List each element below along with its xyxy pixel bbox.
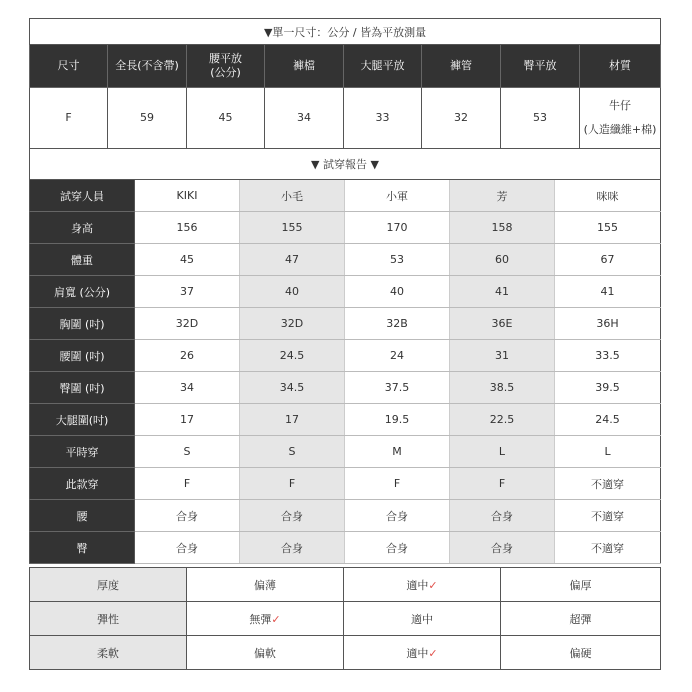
feel-option-label: 適中: [411, 612, 433, 626]
tryon-row: [30, 340, 661, 372]
tryon-cell: 170: [345, 212, 450, 244]
check-mark-icon: ✓: [428, 646, 438, 660]
tryon-cell: 合身: [240, 532, 345, 564]
tryon-cell: 19.5: [345, 404, 450, 436]
tryon-cell: 22.5: [450, 404, 555, 436]
tryon-cell: 17: [135, 404, 240, 436]
value-material: [580, 88, 661, 149]
tryon-cell: 24: [345, 340, 450, 372]
feel-option-label: 偏厚: [569, 578, 592, 592]
tryon-cell: S: [240, 436, 345, 468]
check-mark-icon: ✓: [428, 578, 438, 592]
header-waist-line2: (公分): [210, 66, 241, 79]
tryon-cell: 32D: [240, 308, 345, 340]
tryon-cell: 40: [240, 276, 345, 308]
tryon-row-label: 胸圍 (吋): [30, 308, 135, 340]
tryon-title: ▼ 試穿報告 ▼: [30, 149, 661, 180]
tryon-cell: 17: [240, 404, 345, 436]
tryon-row-label: 臀: [30, 532, 135, 564]
tryon-cell: 155: [240, 212, 345, 244]
tryon-cell: 小毛: [240, 180, 345, 212]
tryon-row: [30, 436, 661, 468]
tryon-cell: 合身: [450, 532, 555, 564]
tryon-cell: 36E: [450, 308, 555, 340]
tryon-row-label: 腰: [30, 500, 135, 532]
tryon-cell: 53: [345, 244, 450, 276]
tryon-cell: 37: [135, 276, 240, 308]
tryon-cell: 39.5: [555, 372, 661, 404]
tryon-cell: 47: [240, 244, 345, 276]
feel-table: [29, 567, 661, 670]
tryon-cell: L: [555, 436, 661, 468]
header-waist-line1: 腰平放: [209, 52, 242, 65]
tryon-cell: S: [135, 436, 240, 468]
tryon-cell: M: [345, 436, 450, 468]
material-line2: (人造纖維+棉): [583, 123, 657, 136]
feel-row: [30, 568, 661, 602]
tryon-cell: F: [450, 468, 555, 500]
value-size: F: [30, 88, 108, 149]
tryon-cell: F: [345, 468, 450, 500]
tryon-row-label: 體重: [30, 244, 135, 276]
feel-option: [187, 636, 344, 670]
tryon-row-label: 腰圍 (吋): [30, 340, 135, 372]
size-chart: [29, 18, 660, 670]
tryon-cell: 37.5: [345, 372, 450, 404]
feel-row: [30, 602, 661, 636]
tryon-cell: 34: [135, 372, 240, 404]
tryon-cell: KIKI: [135, 180, 240, 212]
feel-option: [187, 602, 344, 636]
value-waist: 45: [187, 88, 265, 149]
tryon-cell: 合身: [240, 500, 345, 532]
size-title: ▼單一尺寸：公分 / 皆為平放測量: [30, 19, 661, 45]
tryon-row: [30, 532, 661, 564]
feel-row: [30, 636, 661, 670]
tryon-table: [29, 149, 661, 564]
feel-option-label: 適中: [406, 578, 429, 592]
tryon-row-label: 試穿人員: [30, 180, 135, 212]
value-hip: 53: [501, 88, 580, 149]
tryon-cell: 不適穿: [555, 500, 661, 532]
tryon-cell: 158: [450, 212, 555, 244]
tryon-cell: 41: [450, 276, 555, 308]
tryon-row-label: 大腿圍(吋): [30, 404, 135, 436]
tryon-row: [30, 244, 661, 276]
tryon-cell: 33.5: [555, 340, 661, 372]
feel-option: [501, 568, 661, 602]
feel-option-label: 適中: [406, 646, 429, 660]
tryon-cell: 40: [345, 276, 450, 308]
size-table: [29, 18, 661, 149]
header-hip: 臀平放: [501, 45, 580, 88]
tryon-cell: 32D: [135, 308, 240, 340]
tryon-row: [30, 500, 661, 532]
tryon-row-label: 肩寬 (公分): [30, 276, 135, 308]
tryon-cell: 36H: [555, 308, 661, 340]
tryon-cell: 小軍: [345, 180, 450, 212]
feel-option-label: 偏硬: [569, 646, 592, 660]
tryon-cell: 合身: [135, 532, 240, 564]
check-mark-icon: ✓: [271, 612, 281, 626]
tryon-row: [30, 468, 661, 500]
value-leg-opening: 32: [422, 88, 501, 149]
tryon-row-label: 平時穿: [30, 436, 135, 468]
tryon-cell: 156: [135, 212, 240, 244]
tryon-cell: 合身: [345, 532, 450, 564]
tryon-cell: 31: [450, 340, 555, 372]
tryon-cell: 合身: [450, 500, 555, 532]
tryon-cell: 45: [135, 244, 240, 276]
feel-row-label: 柔軟: [30, 636, 187, 670]
tryon-cell: 155: [555, 212, 661, 244]
header-waist: [187, 45, 265, 88]
tryon-cell: 咪咪: [555, 180, 661, 212]
tryon-cell: 41: [555, 276, 661, 308]
tryon-cell: 26: [135, 340, 240, 372]
tryon-cell: 32B: [345, 308, 450, 340]
tryon-row-label: 此款穿: [30, 468, 135, 500]
tryon-cell: 34.5: [240, 372, 345, 404]
feel-option-label: 無彈: [249, 612, 272, 626]
value-length: 59: [108, 88, 187, 149]
feel-option: [344, 602, 501, 636]
tryon-cell: 芳: [450, 180, 555, 212]
header-leg-opening: 褲管: [422, 45, 501, 88]
header-material: 材質: [580, 45, 661, 88]
tryon-cell: 24.5: [240, 340, 345, 372]
tryon-row: [30, 276, 661, 308]
tryon-row: [30, 372, 661, 404]
tryon-cell: 合身: [345, 500, 450, 532]
tryon-cell: 67: [555, 244, 661, 276]
tryon-cell: 38.5: [450, 372, 555, 404]
tryon-cell: 不適穿: [555, 532, 661, 564]
tryon-cell: L: [450, 436, 555, 468]
feel-row-label: 厚度: [30, 568, 187, 602]
feel-option: [501, 636, 661, 670]
tryon-row-label: 臀圍 (吋): [30, 372, 135, 404]
feel-option-label: 偏軟: [254, 646, 276, 660]
feel-row-label: 彈性: [30, 602, 187, 636]
tryon-row: [30, 404, 661, 436]
value-thigh: 33: [344, 88, 422, 149]
tryon-row: [30, 308, 661, 340]
tryon-cell: F: [135, 468, 240, 500]
value-rise: 34: [265, 88, 344, 149]
tryon-cell: F: [240, 468, 345, 500]
feel-option-label: 超彈: [569, 612, 592, 626]
material-line1: 牛仔: [609, 99, 632, 112]
tryon-cell: 不適穿: [555, 468, 661, 500]
tryon-cell: 24.5: [555, 404, 661, 436]
feel-option: [344, 636, 501, 670]
header-thigh: 大腿平放: [344, 45, 422, 88]
feel-option: [187, 568, 344, 602]
tryon-row: [30, 212, 661, 244]
header-length: 全長(不含帶): [108, 45, 187, 88]
feel-option-label: 偏薄: [254, 578, 276, 592]
tryon-row: [30, 180, 661, 212]
tryon-cell: 60: [450, 244, 555, 276]
tryon-cell: 合身: [135, 500, 240, 532]
feel-option: [344, 568, 501, 602]
tryon-row-label: 身高: [30, 212, 135, 244]
header-rise: 褲檔: [265, 45, 344, 88]
header-size: 尺寸: [30, 45, 108, 88]
feel-option: [501, 602, 661, 636]
